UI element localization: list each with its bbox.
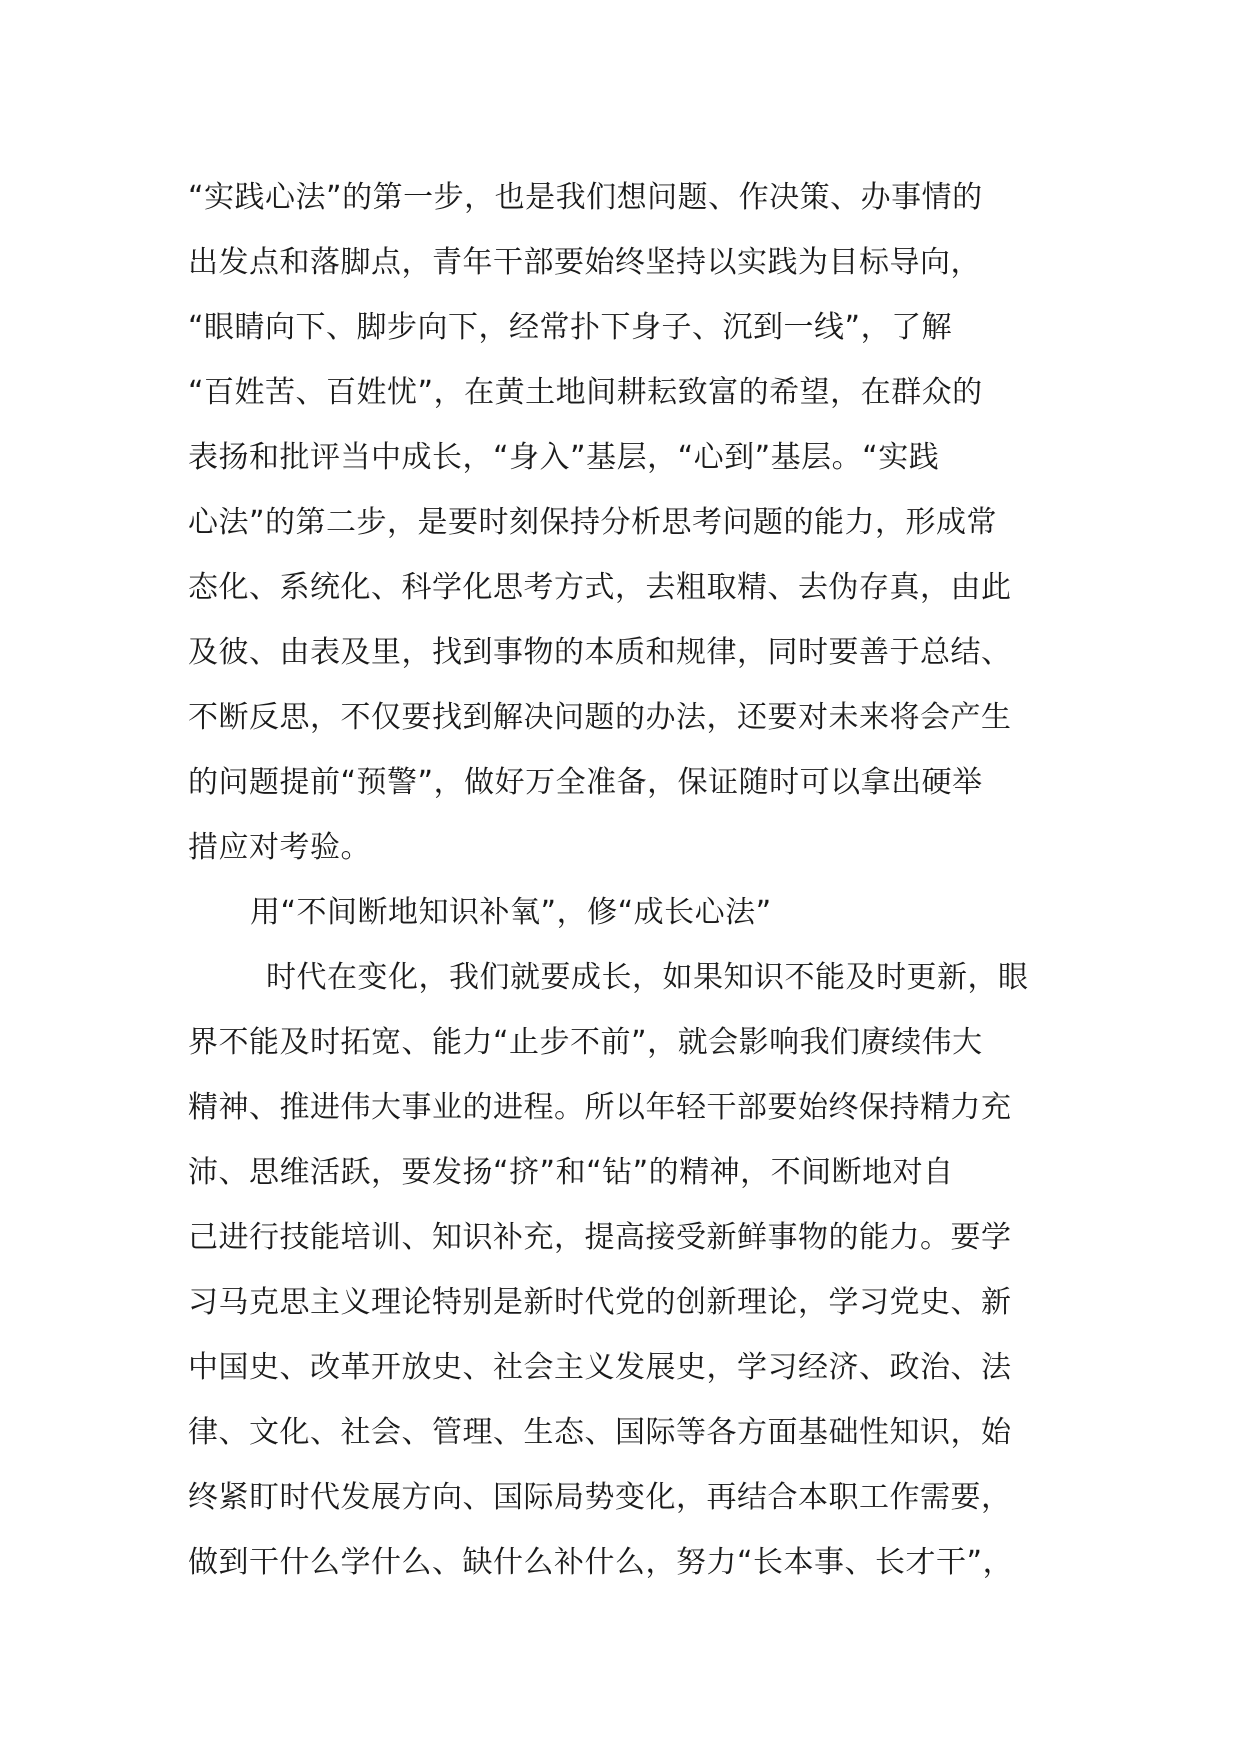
text-line: 表扬和批评当中成长，“身入”基层，“心到”基层。“实践 xyxy=(188,440,940,475)
text-line: 出发点和落脚点，青年干部要始终坚持以实践为目标导向， xyxy=(188,245,981,280)
text-line: 不断反思，不仅要找到解决问题的办法，还要对未来将会产生 xyxy=(188,700,1012,735)
text-line: 界不能及时拓宽、能力“止步不前”，就会影响我们赓续伟大 xyxy=(188,1025,983,1060)
text-line: 做到干什么学什么、缺什么补什么，努力“长本事、长才干”， xyxy=(188,1545,1014,1580)
text-line: 精神、推进伟大事业的进程。所以年轻干部要始终保持精力充 xyxy=(188,1090,1012,1125)
text-line: 措应对考验。 xyxy=(188,830,371,865)
text-line: 中国史、改革开放史、社会主义发展史，学习经济、政治、法 xyxy=(188,1350,1012,1385)
section-heading: 用“不间断地知识补氧”，修“成长心法” xyxy=(250,895,772,930)
text-line: “实践心法”的第一步，也是我们想问题、作决策、办事情的 xyxy=(188,180,983,215)
text-line: 终紧盯时代发展方向、国际局势变化，再结合本职工作需要， xyxy=(188,1480,1012,1515)
text-line: 沛、思维活跃，要发扬“挤”和“钻”的精神，不间断地对自 xyxy=(188,1155,954,1190)
text-line: 习马克思主义理论特别是新时代党的创新理论，学习党史、新 xyxy=(188,1285,1012,1320)
text-line: 态化、系统化、科学化思考方式，去粗取精、去伪存真，由此 xyxy=(188,570,1012,605)
text-line: “眼睛向下、脚步向下，经常扑下身子、沉到一线”，了解 xyxy=(188,310,953,345)
text-line: 律、文化、社会、管理、生态、国际等各方面基础性知识，始 xyxy=(188,1415,1012,1450)
paragraph-first-line: 时代在变化，我们就要成长，如果知识不能及时更新，眼 xyxy=(266,960,1029,995)
text-line: 己进行技能培训、知识补充，提高接受新鲜事物的能力。要学 xyxy=(188,1220,1012,1255)
text-line: 的问题提前“预警”，做好万全准备，保证随时可以拿出硬举 xyxy=(188,765,983,800)
body-text xyxy=(188,165,1068,1595)
text-line: 心法”的第二步，是要时刻保持分析思考问题的能力，形成常 xyxy=(188,505,998,540)
text-line: 及彼、由表及里，找到事物的本质和规律，同时要善于总结、 xyxy=(188,635,1012,670)
text-line: “百姓苦、百姓忧”，在黄土地间耕耘致富的希望，在群众的 xyxy=(188,375,983,410)
